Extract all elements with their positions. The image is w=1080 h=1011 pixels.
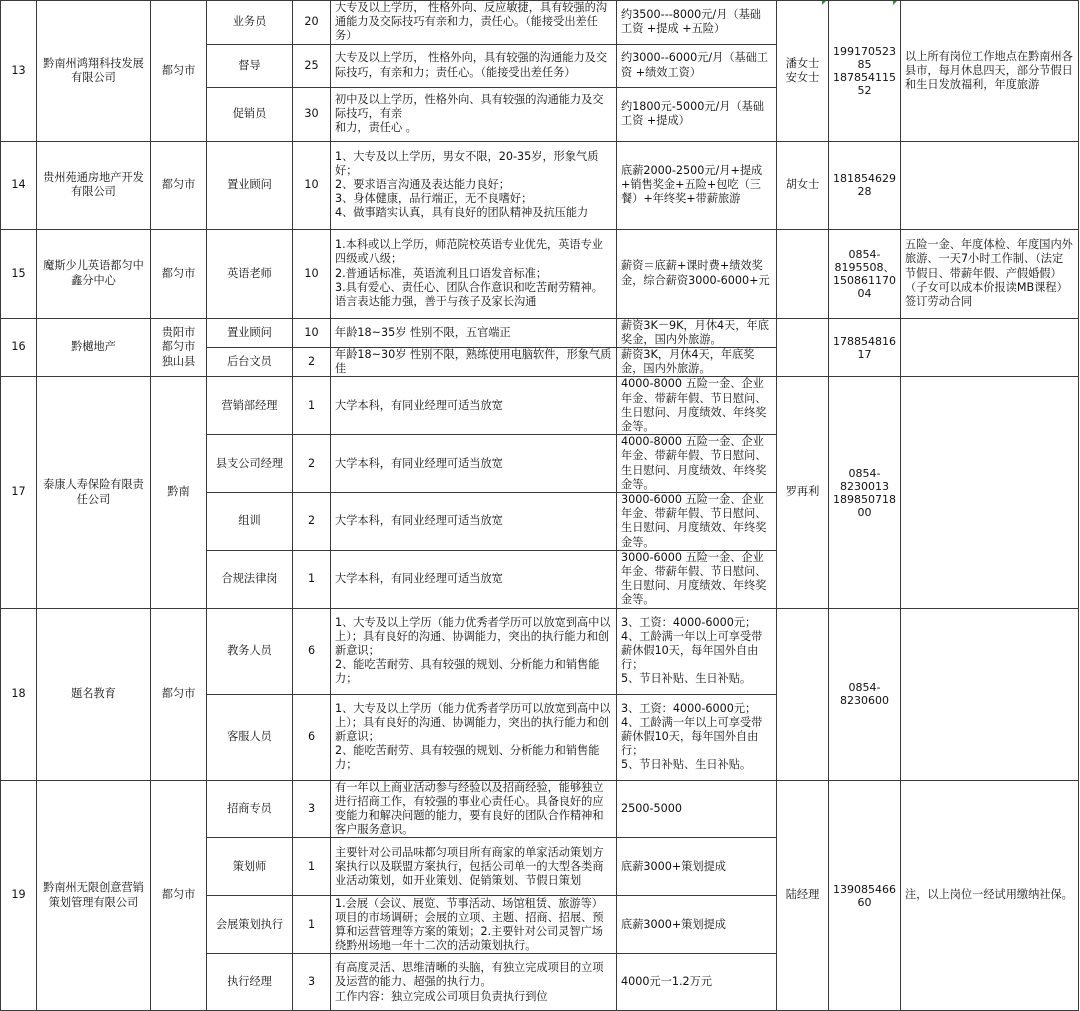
position-title: 组训: [207, 493, 293, 551]
work-location: 黔南: [151, 377, 207, 608]
contact-person: [777, 318, 829, 377]
job-requirements: 年龄18~30岁 性别不限，熟练使用电脑软件，形象气质佳: [331, 348, 617, 377]
position-title: 会展策划执行: [207, 896, 293, 954]
job-requirements: 有高度灵活、思维清晰的头脑，有独立完成项目的立项及运营的能力、超强的执行力。 工作内容：独立完成公司项目负责执行到位: [331, 954, 617, 1011]
company-name: 黔南州无限创意营销策划管理有限公司: [37, 780, 151, 1011]
salary-benefits: 3000-6000 五险一金、企业年金、带薪年假、节日慰问、生日慰问、月度绩效、年终奖金等。: [617, 550, 777, 608]
table-row: [1, 377, 1079, 435]
row-number: 17: [1, 377, 37, 608]
row-number: 16: [1, 318, 37, 377]
headcount: 1: [293, 838, 331, 896]
contact-person: 陆经理: [777, 780, 829, 1011]
remarks: 以上所有岗位工作地点在黔南州各县市，每月休息四天，部分节假日和生日发放福利，年度旅游: [901, 1, 1079, 142]
position-title: 合规法律岗: [207, 550, 293, 608]
salary-benefits: 4000-8000 五险一金、企业年金、带薪年假、节日慰问、生日慰问、月度绩效、年终奖金等。: [617, 435, 777, 493]
position-title: 营销部经理: [207, 377, 293, 435]
position-title: 促销员: [207, 87, 293, 141]
table-row: [1, 229, 1079, 318]
salary-benefits: 4000-8000 五险一金、企业年金、带薪年假、节日慰问、生日慰问、月度绩效、年终奖金等。: [617, 377, 777, 435]
contact-phone: 17885481617: [829, 318, 901, 377]
position-title: 策划师: [207, 838, 293, 896]
row-number: 13: [1, 1, 37, 142]
table-row: [1, 780, 1079, 838]
job-requirements: 大专及以上学历， 性格外向，具有较强的沟通能力及交际技巧，有亲和力；责任心。（能接受出差任务）: [331, 44, 617, 87]
work-location: 贵阳市 都匀市 独山县: [151, 318, 207, 377]
position-title: 后台文员: [207, 348, 293, 377]
job-requirements: 大专及以上学历， 性格外向、反应敏捷，具有较强的沟通能力及交际技巧有亲和力，责任心。（能接受出差任务）: [331, 1, 617, 45]
contact-phone: 18185462928: [829, 141, 901, 229]
remarks: [901, 608, 1079, 780]
salary-benefits: 薪资3K－9K，月休4天，年底奖金，国内外旅游。: [617, 318, 777, 347]
position-title: 教务人员: [207, 608, 293, 694]
company-name: 贵州苑通房地产开发有限公司: [37, 141, 151, 229]
salary-benefits: 3、工资：4000-6000元； 4、工龄满一年以上可享受带薪休假10天，每年国外自由行； 5、节日补贴、生日补贴。: [617, 694, 777, 780]
job-requirements: 大学本科，有同业经理可适当放宽: [331, 550, 617, 608]
job-requirements: 大学本科，有同业经理可适当放宽: [331, 377, 617, 435]
headcount: 10: [293, 229, 331, 318]
salary-benefits: 薪资3K，月休4天，年底奖金，国内外旅游。: [617, 348, 777, 377]
table-row: [1, 1, 1079, 45]
job-requirements: 1、大专及以上学历（能力优秀者学历可以放宽到高中以上）；具有良好的沟通、协调能力，突出的执行能力和创新意识； 2、能吃苦耐劳、具有较强的规划、分析能力和销售能力；: [331, 694, 617, 780]
position-title: 督导: [207, 44, 293, 87]
headcount: 2: [293, 493, 331, 551]
salary-benefits: 2500-5000: [617, 780, 777, 838]
salary-benefits: 底薪2000-2500元/月+提成+销售奖金+五险+包吃（三餐）+年终奖+带薪旅游: [617, 141, 777, 229]
position-title: 英语老师: [207, 229, 293, 318]
work-location: 都匀市: [151, 780, 207, 1011]
cell-corner-mark: [893, 1, 897, 5]
headcount: 30: [293, 87, 331, 141]
company-name: 题名教育: [37, 608, 151, 780]
cell-corner-mark: [822, 1, 826, 5]
position-title: 客服人员: [207, 694, 293, 780]
contact-person: [777, 608, 829, 780]
headcount: 1: [293, 377, 331, 435]
remarks: 注，以上岗位一经试用缴纳社保。: [901, 780, 1079, 1011]
row-number: 19: [1, 780, 37, 1011]
contact-phone: 19917052385 18785411552: [829, 1, 901, 142]
job-requirements: 初中及以上学历，性格外向、具有较强的沟通能力及交际技巧，有亲 和力，责任心 。: [331, 87, 617, 141]
job-requirements: 1、大专及以上学历（能力优秀者学历可以放宽到高中以上）；具有良好的沟通、协调能力，突出的执行能力和创新意识； 2、能吃苦耐劳、具有较强的规划、分析能力和销售能力；: [331, 608, 617, 694]
job-requirements: 大学本科，有同业经理可适当放宽: [331, 435, 617, 493]
remarks: [901, 377, 1079, 608]
work-location: 都匀市: [151, 1, 207, 142]
headcount: 10: [293, 318, 331, 347]
job-requirements: 1、大专及以上学历，男女不限，20-35岁，形象气质好； 2、要求语言沟通及表达能力良好； 3、身体健康，品行端正，无不良嗜好； 4、做事踏实认真，具有良好的团队精神及抗压能力: [331, 141, 617, 229]
company-name: 黔樾地产: [37, 318, 151, 377]
headcount: 10: [293, 141, 331, 229]
position-title: 置业顾问: [207, 141, 293, 229]
salary-benefits: 底薪3000+策划提成: [617, 838, 777, 896]
salary-benefits: 约3500---8000元/月（基础工资 +提成 +五险）: [617, 1, 777, 45]
row-number: 15: [1, 229, 37, 318]
job-requirements: 1.会展（会议、展览、节事活动、场馆租赁、旅游等）项目的市场调研；会展的立项、主题、招商、招展、预算和运营管理等方案的策划；2.主要针对公司灵智广场绕黔州场地一年十二次的活动策划执行。: [331, 896, 617, 954]
table-row: [1, 318, 1079, 347]
contact-person: [777, 229, 829, 318]
headcount: 6: [293, 694, 331, 780]
row-number: 18: [1, 608, 37, 780]
job-requirements: 有一年以上商业活动参与经验以及招商经验，能够独立进行招商工作，有较强的事业心责任心。具备良好的应变能力和解决问题的能力，要有良好的团队合作精神和客户服务意识。: [331, 780, 617, 838]
contact-person: 胡女士: [777, 141, 829, 229]
headcount: 2: [293, 348, 331, 377]
salary-benefits: 4000元一1.2万元: [617, 954, 777, 1011]
contact-phone: 0854- 8230600: [829, 608, 901, 780]
remarks: 五险一金、年度体检、年度国内外旅游、一天7小时工作制、（法定节假日、带薪年假、产假婚假）（子女可以成本价报读MB课程）签订劳动合同: [901, 229, 1079, 318]
job-requirements: 1.本科或以上学历，师范院校英语专业优先，英语专业四级或八级； 2.普通话标准，英语流利且口语发音标准； 3.具有爱心、责任心、团队合作意识和吃苦耐劳精神。语言表达能力强，善于与孩子及家长沟通: [331, 229, 617, 318]
job-requirements: 主要针对公司品味都匀项目所有商家的单家活动策划方案执行以及联盟方案执行，包括公司单一的大型各类商业活动策划，如开业策划、促销策划、节假日策划: [331, 838, 617, 896]
headcount: 20: [293, 1, 331, 45]
salary-benefits: 底薪3000+策划提成: [617, 896, 777, 954]
row-number: 14: [1, 141, 37, 229]
headcount: 1: [293, 896, 331, 954]
salary-benefits: 3、工资：4000-6000元； 4、工龄满一年以上可享受带薪休假10天，每年国外自由行； 5、节日补贴、生日补贴。: [617, 608, 777, 694]
salary-benefits: 3000-6000 五险一金、企业年金、带薪年假、节日慰问、生日慰问、月度绩效、年终奖金等。: [617, 493, 777, 551]
position-title: 执行经理: [207, 954, 293, 1011]
contact-phone: 0854- 8230013 18985071800: [829, 377, 901, 608]
headcount: 1: [293, 550, 331, 608]
headcount: 3: [293, 780, 331, 838]
headcount: 3: [293, 954, 331, 1011]
contact-person: 罗再利: [777, 377, 829, 608]
salary-benefits: 薪资＝底薪+课时费+绩效奖金，综合薪资3000-6000+元: [617, 229, 777, 318]
position-title: 县支公司经理: [207, 435, 293, 493]
remarks: [901, 318, 1079, 377]
salary-benefits: 约3000--6000元/月（基础工资 +绩效工资）: [617, 44, 777, 87]
headcount: 2: [293, 435, 331, 493]
company-name: 泰康人寿保险有限责任公司: [37, 377, 151, 608]
job-requirements: 大学本科，有同业经理可适当放宽: [331, 493, 617, 551]
contact-phone: 0854- 8195508、 15086117004: [829, 229, 901, 318]
contact-person: 潘女士 安女士: [777, 1, 829, 142]
company-name: 魔斯少儿英语都匀中鑫分中心: [37, 229, 151, 318]
position-title: 业务员: [207, 1, 293, 45]
work-location: 都匀市: [151, 608, 207, 780]
position-title: 招商专员: [207, 780, 293, 838]
table-row: [1, 608, 1079, 694]
salary-benefits: 约1800元-5000元/月（基础工资 +提成）: [617, 87, 777, 141]
headcount: 25: [293, 44, 331, 87]
position-title: 置业顾问: [207, 318, 293, 347]
table-row: [1, 141, 1079, 229]
work-location: 都匀市: [151, 141, 207, 229]
headcount: 6: [293, 608, 331, 694]
contact-phone: 13908546660: [829, 780, 901, 1011]
job-requirements: 年龄18~35岁 性别不限，五官端正: [331, 318, 617, 347]
remarks: [901, 141, 1079, 229]
company-name: 黔南州鸿翔科技发展有限公司: [37, 1, 151, 142]
work-location: 都匀市: [151, 229, 207, 318]
